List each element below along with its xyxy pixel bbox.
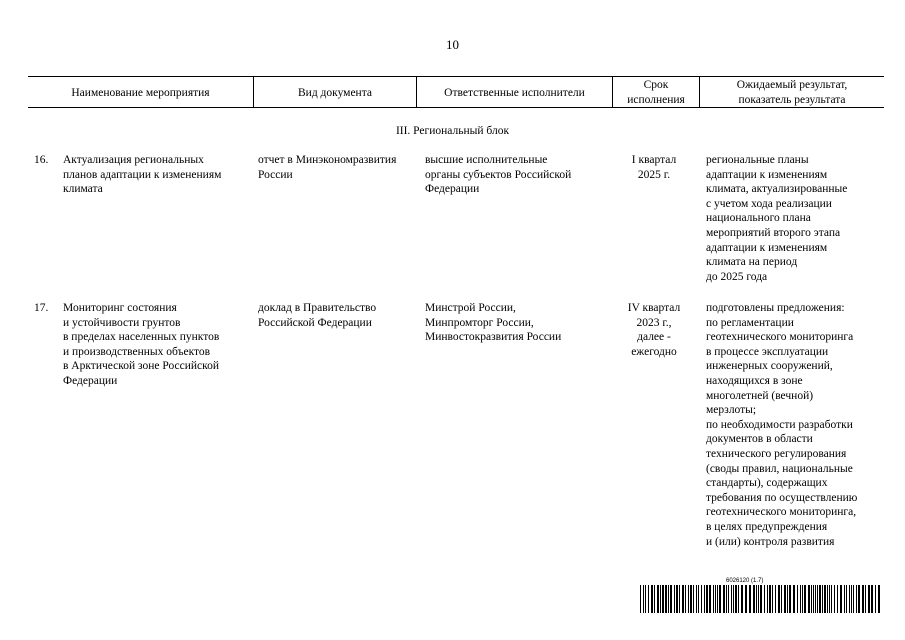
row-name: Мониторинг состояния и устойчивости грунтов в пределах населенных пунктов и производственных объектов в Арктической зоне Российской Федерации (63, 302, 220, 387)
row-term: I квартал 2025 г. (631, 154, 677, 181)
header-executors: Ответственные исполнители (444, 86, 585, 99)
barcode (640, 585, 880, 613)
barcode-number: 6026120 (1.7) (726, 578, 764, 584)
table-top-border (28, 76, 884, 77)
page-number: 10 (446, 37, 459, 52)
row-doc-type: отчет в Минэкономразвития России (258, 154, 397, 181)
row-executors: высшие исполнительные органы субъектов Российской Федерации (425, 154, 572, 196)
header-term: Срок исполнения (627, 79, 685, 106)
row-doc-type: доклад в Правительство Российской Федерации (258, 302, 377, 329)
section-title: III. Региональный блок (395, 125, 510, 137)
header-result: Ожидаемый результат, показатель результата (736, 79, 848, 106)
row-result: подготовлены предложения: по регламентации геотехнического мониторинга в процессе эксплуатации инженерных сооружений, находящихся в зоне многолетней (вечной) мерзлоты; по необходимости разработки документов в области технического регулирования (своды правил, национальные стандарты), содержащих требования по осуществлению геотехнического мониторинга, в целях предупреждения и (или) контроля развития (706, 302, 858, 548)
row-result: региональные планы адаптации к изменениям климата, актуализированные с учетом хода реализации национального плана мероприятий второго этапа адаптации к изменениям климата на период до 2025 года (706, 154, 848, 283)
row-executors: Минстрой России, Минпромторг России, Минвостокразвития России (425, 302, 562, 344)
row-number: 17. (34, 302, 49, 314)
header-doc-type: Вид документа (298, 86, 372, 99)
header-name: Наименование мероприятия (71, 86, 210, 99)
row-number: 16. (34, 154, 49, 166)
row-name: Актуализация региональных планов адаптации к изменениям климата (63, 154, 222, 196)
row-term: IV квартал 2023 г., далее - ежегодно (627, 302, 681, 358)
